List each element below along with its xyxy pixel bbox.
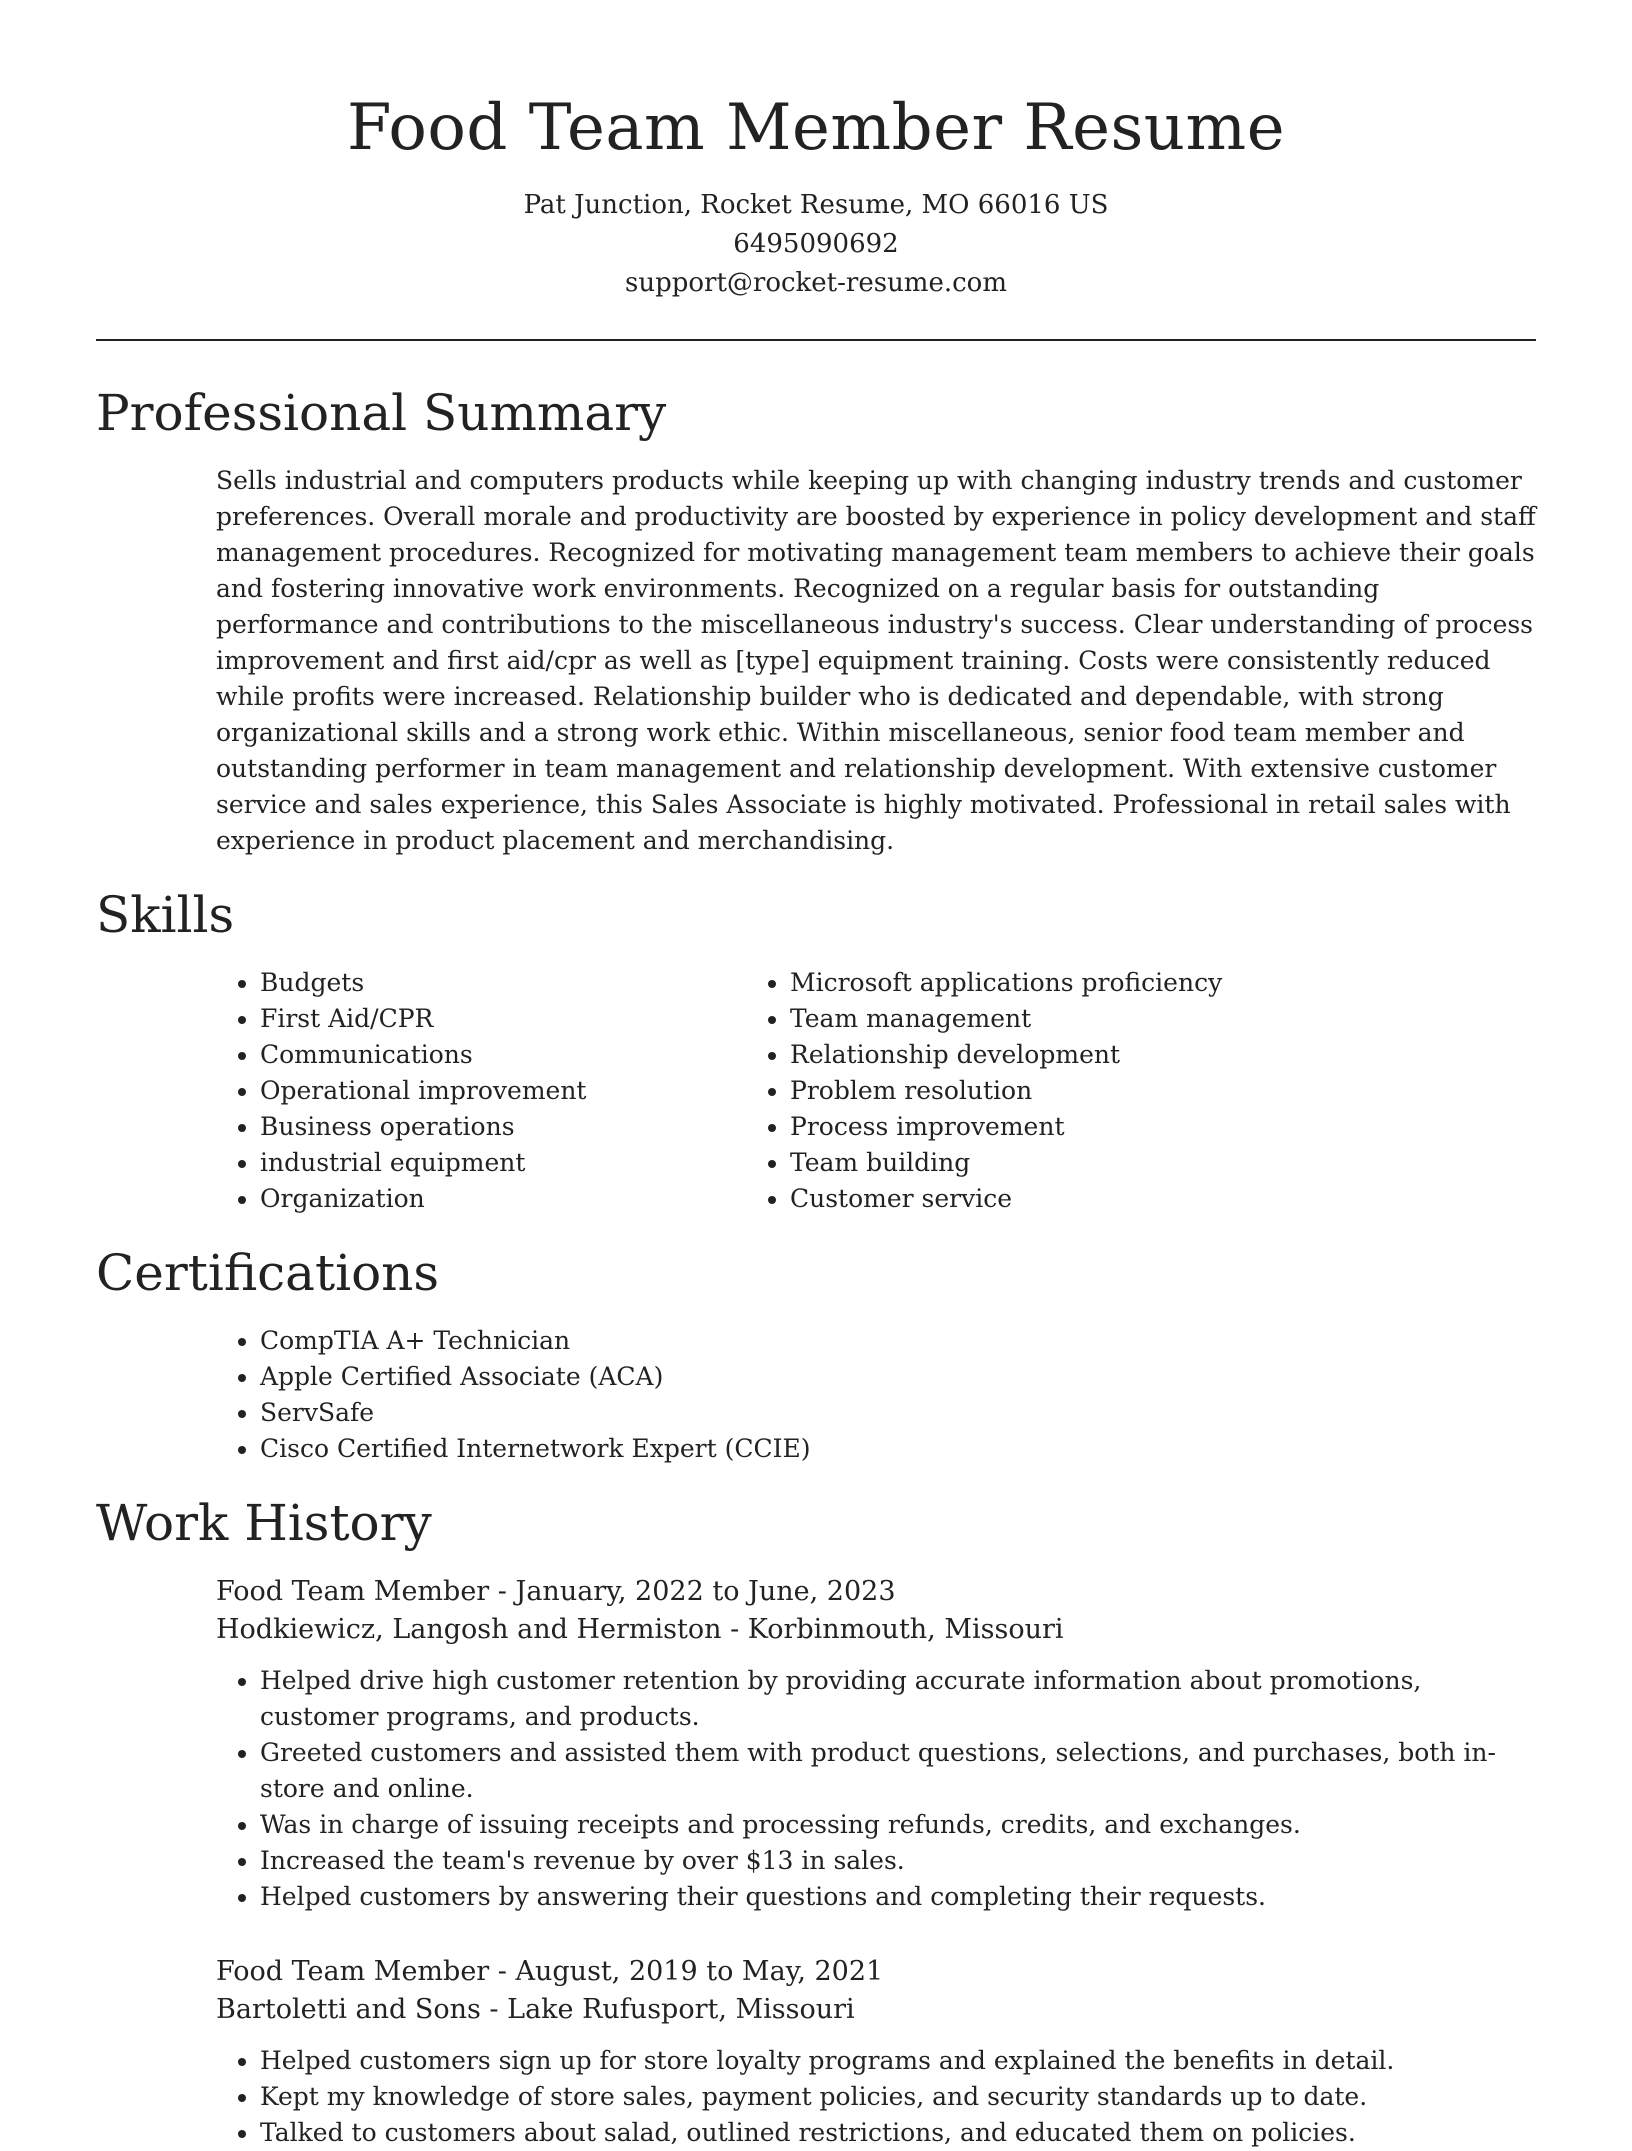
- resume-title: Food Team Member Resume: [346, 91, 1286, 165]
- job-dates: August, 2019 to May, 2021: [515, 1956, 884, 1987]
- job-bullet: • Increased the team's revenue by over $13 in sales.: [260, 1843, 1536, 1879]
- skill-item: • Microsoft applications proficiency: [790, 965, 1390, 1001]
- job-bullet: • Helped customers by answering their questions and completing their requests.: [260, 1879, 1536, 1915]
- job-title: Food Team Member: [216, 1956, 490, 1987]
- job-company: Bartoletti and Sons: [216, 1994, 481, 2025]
- job-entry: [216, 1573, 1536, 1915]
- job-dates: January, 2022 to June, 2023: [515, 1576, 896, 1607]
- header-divider: [96, 339, 1536, 341]
- skill-item: • Operational improvement: [260, 1073, 746, 1109]
- skill-item: • Organization: [260, 1181, 746, 1217]
- skill-item: • Relationship development: [790, 1037, 1390, 1073]
- job-company: Hodkiewicz, Langosh and Hermiston: [216, 1614, 722, 1645]
- certification-item: • ServSafe: [260, 1395, 1536, 1431]
- certification-item: • CompTIA A+ Technician: [260, 1323, 1536, 1359]
- resume-page: [96, 0, 1536, 2147]
- summary-text: Sells industrial and computers products while keeping up with changing industry trends and customer preferences. Overall morale and productivity are boosted by experience in policy development and staff management procedures. Recognized for motivating management team members to achieve their goals and fostering innovative work environments. Recognized on a regular basis for outstanding performance and contributions to the miscellaneous industry's success. Clear understanding of process improvement and first aid/cpr as well as [type] equipment training. Costs were consistently reduced while profits were increased. Relationship builder who is dedicated and dependable, with strong organizational skills and a strong work ethic. Within miscellaneous, senior food team member and outstanding performer in team management and relationship development. With extensive customer service and sales experience, this Sales Associate is highly motivated. Professional in retail sales with experience in product placement and merchandising.: [216, 466, 1536, 855]
- job-title: Food Team Member: [216, 1576, 490, 1607]
- certification-item: • Apple Certified Associate (ACA): [260, 1359, 1536, 1395]
- job-company-line: Bartoletti and Sons - Lake Rufusport, Missouri: [216, 1994, 855, 2025]
- skill-item: • Communications: [260, 1037, 746, 1073]
- job-company-line: Hodkiewicz, Langosh and Hermiston - Korbinmouth, Missouri: [216, 1614, 1064, 1645]
- job-bullet: • Helped drive high customer retention by providing accurate information about promotions, customer programs, and products.: [260, 1663, 1536, 1735]
- work-history-section: [96, 1491, 1536, 2151]
- work-history-heading: Work History: [96, 1494, 432, 1552]
- certifications-section: [96, 1241, 1536, 1467]
- skill-item: • Team management: [790, 1001, 1390, 1037]
- skill-item: • Business operations: [260, 1109, 746, 1145]
- contact-phone: 6495090692: [733, 229, 899, 259]
- contact-email: support@rocket-resume.com: [624, 268, 1007, 298]
- skill-item: • First Aid/CPR: [260, 1001, 746, 1037]
- skill-item: • Problem resolution: [790, 1073, 1390, 1109]
- skill-item: • Budgets: [260, 965, 746, 1001]
- job-entry: [216, 1953, 1536, 2151]
- skill-item: • Process improvement: [790, 1109, 1390, 1145]
- job-title-line: Food Team Member - August, 2019 to May, 2021: [216, 1956, 884, 1987]
- job-bullet: • Talked to customers about salad, outlined restrictions, and educated them on policies.: [260, 2115, 1536, 2151]
- skill-item: • industrial equipment: [260, 1145, 746, 1181]
- certifications-heading: Certifications: [96, 1244, 440, 1302]
- job-bullet: • Helped customers sign up for store loyalty programs and explained the benefits in detail.: [260, 2043, 1536, 2079]
- resume-header: [96, 0, 1536, 303]
- certification-item: • Cisco Certified Internetwork Expert (CCIE): [260, 1431, 1536, 1467]
- certifications-list: [96, 1323, 1536, 1467]
- job-title-line: Food Team Member - January, 2022 to June, 2023: [216, 1576, 896, 1607]
- skills-list-right: [746, 965, 1390, 1217]
- job-bullets: [216, 2043, 1536, 2151]
- job-bullet: • Was in charge of issuing receipts and processing refunds, credits, and exchanges.: [260, 1807, 1536, 1843]
- contact-address: Pat Junction, Rocket Resume, MO 66016 US: [523, 190, 1109, 220]
- skill-item: • Team building: [790, 1145, 1390, 1181]
- job-bullets: [216, 1663, 1536, 1915]
- summary-heading: Professional Summary: [96, 384, 667, 442]
- skills-heading: Skills: [96, 886, 235, 944]
- contact-block: [96, 186, 1536, 303]
- job-location: Korbinmouth, Missouri: [747, 1614, 1064, 1645]
- skills-columns: [96, 965, 1536, 1217]
- skills-list-left: [96, 965, 746, 1217]
- skill-item: • Customer service: [790, 1181, 1390, 1217]
- job-bullet: • Greeted customers and assisted them with product questions, selections, and purchases, both in-store and online.: [260, 1735, 1536, 1807]
- skills-section: [96, 883, 1536, 1217]
- job-bullet: • Kept my knowledge of store sales, payment policies, and security standards up to date.: [260, 2079, 1536, 2115]
- job-location: Lake Rufusport, Missouri: [507, 1994, 855, 2025]
- summary-section: [96, 381, 1536, 859]
